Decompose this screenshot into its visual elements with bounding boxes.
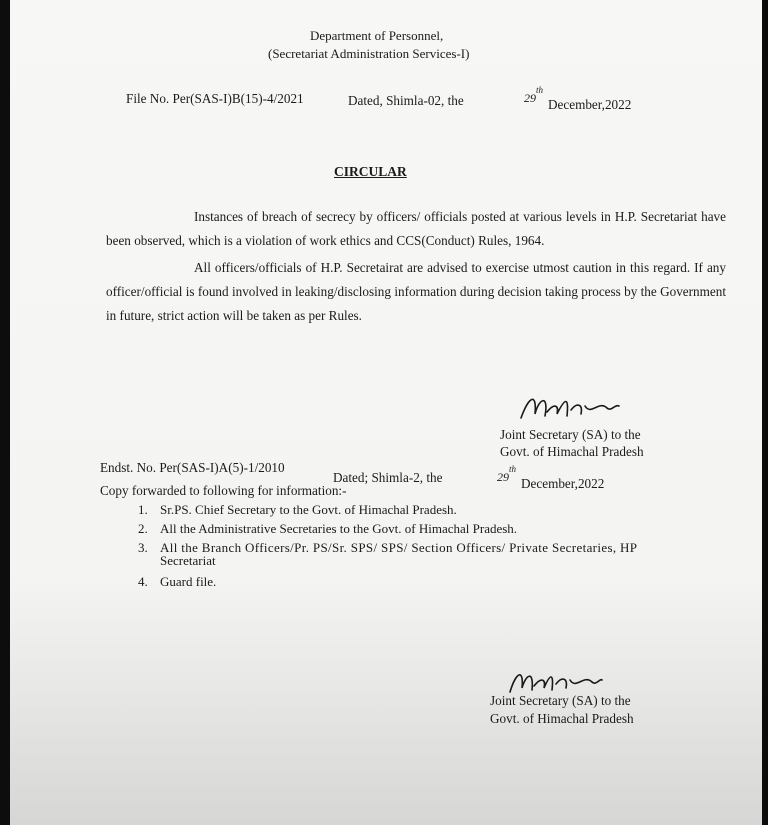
file-dated-label: Dated, Shimla-02, the	[348, 93, 464, 108]
file-date-day: 29th	[524, 85, 544, 105]
document-page	[10, 0, 762, 825]
page-title: CIRCULAR	[334, 164, 407, 179]
recipient-item-2: 2. All the Administrative Secretaries to the Govt. of Himachal Pradesh.	[138, 521, 518, 536]
endorsement-number: Endst. No. Per(SAS-I)A(5)-1/2010	[100, 460, 285, 475]
file-number: File No. Per(SAS-I)B(15)-4/2021	[126, 91, 304, 106]
department-name: Department of Personnel,	[310, 28, 444, 43]
recipient-item-4: 4. Guard file.	[138, 574, 217, 589]
paragraph-2: All officers/officials of H.P. Secretairat are advised to exercise utmost caution in this regard. If any officer/official is found involved in leaking/disclosing information during decision taking process by the Government in future, strict action will be taken as per Rules.	[106, 260, 726, 323]
paragraph-1: Instances of breach of secrecy by officers/ officials posted at various levels in H.P. Secretariat have been observed, which is a violation of work ethics and CCS(Conduct) Rules, 1964.	[106, 209, 726, 248]
page-edge-shadow	[762, 0, 768, 825]
signature-2-org: Govt. of Himachal Pradesh	[490, 711, 634, 726]
endorsement-date-day: 29th	[497, 464, 517, 484]
file-date-month-year: December,2022	[548, 97, 632, 112]
endorsement-date-month-year: December,2022	[521, 476, 605, 491]
recipient-item-1: 1. Sr.PS. Chief Secretary to the Govt. of Himachal Pradesh.	[138, 502, 457, 517]
recipient-item-3: 3. All the Branch Officers/Pr. PS/Sr. SPS/ SPS/ Section Officers/ Private Secretaries, HP Secretariat	[138, 540, 638, 568]
signature-2-designation: Joint Secretary (SA) to the	[490, 693, 631, 708]
signature-1-org: Govt. of Himachal Pradesh	[500, 444, 644, 459]
section-name: (Secretariat Administration Services-I)	[268, 46, 470, 61]
signature-1-designation: Joint Secretary (SA) to the	[500, 427, 641, 442]
copy-forwarded-line: Copy forwarded to following for information:-	[100, 483, 347, 498]
endorsement-dated-label: Dated; Shimla-2, the	[333, 470, 443, 485]
